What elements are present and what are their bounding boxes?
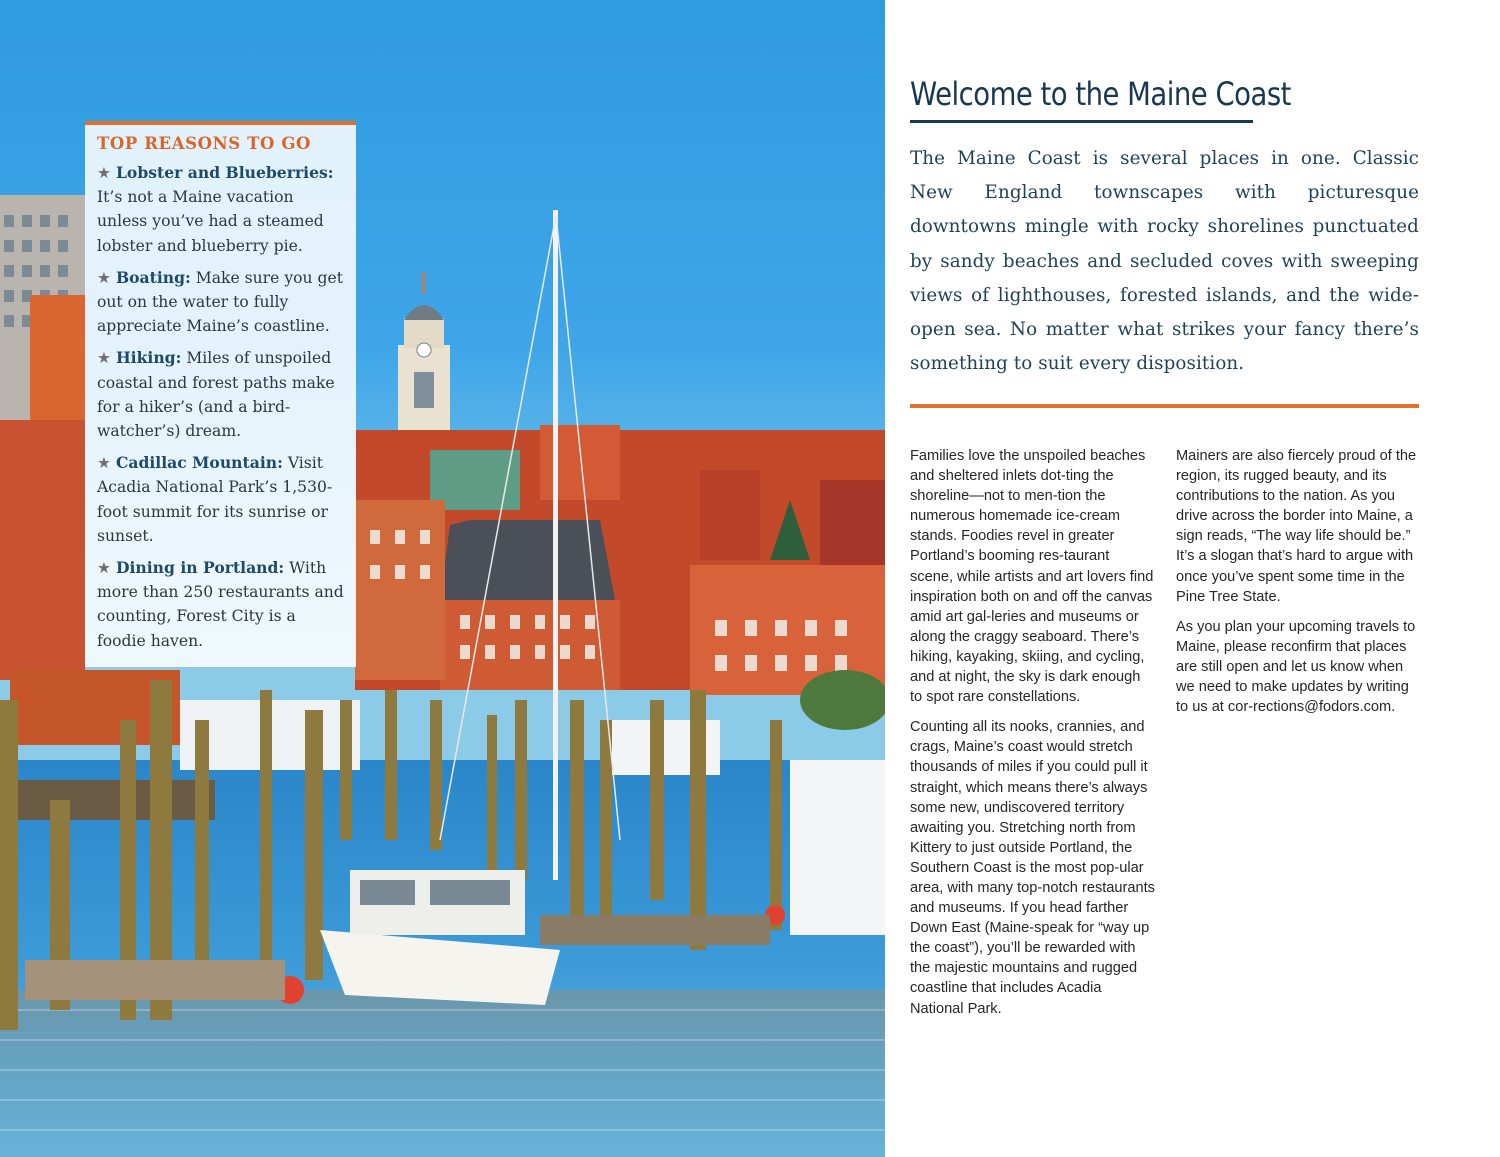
reason-title: Cadillac Mountain: [115, 453, 283, 473]
body-paragraph: Families love the unspoiled beaches and sheltered inlets dot-ting the shoreline—not to men-tion the numerous homemade ice-cream stands. Foodies revel in greater Portland’s booming res-taurant scene, while artists and art lovers find inspiration both on and off the canvas amid art gal-leries and museums or along the craggy seaboard. There’s hiking, kayaking, skiing, and cycling, and at night, the sky is dark enough to spot rare constellations. [910, 448, 1154, 706]
reason-item [97, 556, 346, 653]
reason-text: Miles of unspoiled coastal and forest paths make for a hiker’s (and a bird-watcher’s) dream. [97, 349, 335, 441]
reason-title: Hiking: [115, 348, 182, 368]
title-underline [910, 120, 1253, 123]
body-paragraph: Mainers are also fiercely proud of the region, its rugged beauty, and its contributions to the nation. As you drive across the border into Maine, a sign reads, “The way life should be.” It’s a slogan that’s hard to argue with once you’ve spent some time in the Pine Tree State. [1176, 448, 1417, 605]
body-paragraph: As you plan your upcoming travels to Maine, please reconfirm that places are still open and let us know when we need to make updates by writing to us at cor-rections@fodors.com. [1176, 618, 1416, 716]
reason-title: Lobster and Blueberries: [115, 163, 334, 182]
reason-text: With more than 250 restaurants and counting, Forest City is a foodie haven. [97, 559, 344, 650]
reason-item [97, 346, 346, 443]
reason-text: It’s not a Maine vacation unless you’ve had a steamed lobster and blueberry pie. [97, 188, 324, 255]
page-title: Welcome to the Maine Coast [910, 75, 1291, 113]
star-icon: ★ [97, 268, 111, 287]
reason-title: Dining in Portland: [115, 558, 285, 578]
intro-paragraph: The Maine Coast is several places in one. Classic New England townscapes with picturesque downtowns mingle with rocky shorelines punctuated by sandy beaches and secluded coves with sweeping views of lighthouses, forested islands, and the wide-open sea. No matter what strikes your fancy there’s something to suit every disposition. [910, 148, 1419, 375]
reason-text: Visit Acadia National Park’s 1,530-foot summit for its sunrise or sunset. [97, 454, 333, 545]
star-icon: ★ [97, 349, 111, 368]
body-column-left [910, 446, 1156, 1029]
reason-item [97, 451, 346, 548]
star-icon: ★ [97, 454, 111, 473]
body-column-right [1176, 446, 1422, 727]
reason-item [97, 161, 346, 258]
star-icon: ★ [97, 164, 111, 182]
reason-title: Boating: [115, 267, 191, 287]
top-reasons-heading: TOP REASONS TO GO [97, 134, 311, 153]
body-paragraph: Counting all its nooks, crannies, and crags, Maine’s coast would stretch thousands of miles if you could pull it straight, which means there’s always some new, undiscovered territory awaiting you. Stretching north from Kittery to just outside Portland, the Southern Coast is the most pop-ular area, with many top-notch restaurants and museums. If you head farther Down East (Maine-speak for “way up the coast”), you’ll be rewarded with the majestic mountains and rugged coastline that includes Acadia National Park. [910, 719, 1155, 1017]
star-icon: ★ [97, 559, 111, 578]
section-divider [910, 404, 1419, 408]
reason-text: Make sure you get out on the water to fully appreciate Maine’s coastline. [97, 268, 343, 336]
reason-item [97, 266, 346, 339]
top-reasons-box [85, 121, 356, 667]
